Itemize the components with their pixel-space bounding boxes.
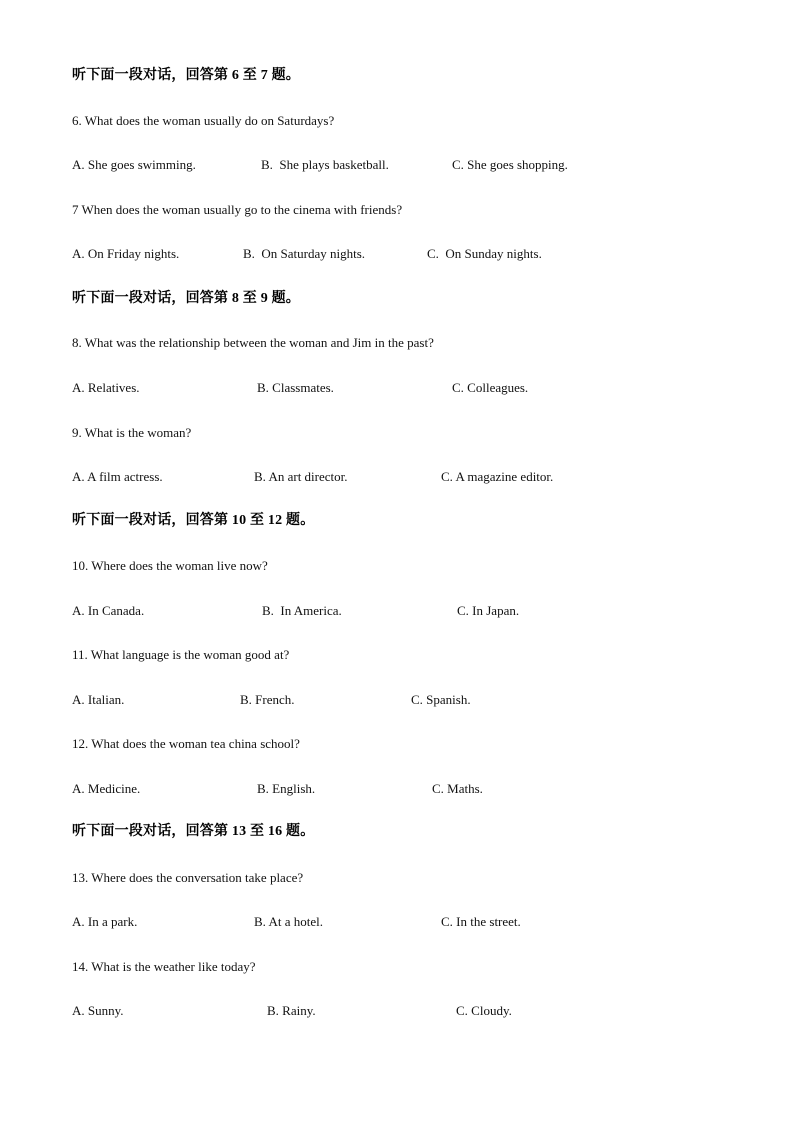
option-8a: A. Relatives.: [72, 380, 140, 395]
option-10c: C. In Japan.: [457, 603, 520, 618]
option-8c: C. Colleagues.: [452, 380, 529, 395]
option-12b: B. English.: [257, 781, 316, 796]
option-9c: C. A magazine editor.: [441, 469, 554, 484]
question-10: 10. Where does the woman live now?: [72, 558, 268, 573]
question-11: 11. What language is the woman good at?: [72, 647, 290, 662]
option-14b: B. Rainy.: [267, 1003, 316, 1018]
question-14: 14. What is the weather like today?: [72, 959, 256, 974]
option-7c: C. On Sunday nights.: [427, 246, 542, 261]
section-heading-10-12: 听下面一段对话，回答第 10 至 12 题。: [72, 513, 315, 528]
option-6c: C. She goes shopping.: [452, 157, 568, 172]
option-10b: B. In America.: [262, 603, 342, 618]
section-heading-8-9: 听下面一段对话，回答第 8 至 9 题。: [72, 291, 300, 306]
question-6: 6. What does the woman usually do on Saturdays?: [72, 113, 335, 128]
option-9a: A. A film actress.: [72, 469, 163, 484]
option-11c: C. Spanish.: [411, 692, 471, 707]
option-13b: B. At a hotel.: [254, 914, 323, 929]
option-14a: A. Sunny.: [72, 1003, 124, 1018]
option-13c: C. In the street.: [441, 914, 521, 929]
option-8b: B. Classmates.: [257, 380, 334, 395]
question-9: 9. What is the woman?: [72, 425, 192, 440]
option-7a: A. On Friday nights.: [72, 246, 180, 261]
option-13a: A. In a park.: [72, 914, 138, 929]
option-14c: C. Cloudy.: [456, 1003, 512, 1018]
option-9b: B. An art director.: [254, 469, 348, 484]
option-12a: A. Medicine.: [72, 781, 141, 796]
section-heading-6-7: 听下面一段对话，回答第 6 至 7 题。: [72, 68, 300, 83]
question-13: 13. Where does the conversation take place?: [72, 870, 304, 885]
option-11b: B. French.: [240, 692, 295, 707]
option-7b: B. On Saturday nights.: [243, 246, 366, 261]
option-11a: A. Italian.: [72, 692, 125, 707]
option-6b: B. She plays basketball.: [261, 157, 389, 172]
section-heading-13-16: 听下面一段对话，回答第 13 至 16 题。: [72, 824, 315, 839]
option-10a: A. In Canada.: [72, 603, 145, 618]
question-12: 12. What does the woman tea china school?: [72, 736, 300, 751]
question-8: 8. What was the relationship between the woman and Jim in the past?: [72, 335, 434, 350]
question-7: 7 When does the woman usually go to the cinema with friends?: [72, 202, 403, 217]
option-6a: A. She goes swimming.: [72, 157, 196, 172]
option-12c: C. Maths.: [432, 781, 483, 796]
